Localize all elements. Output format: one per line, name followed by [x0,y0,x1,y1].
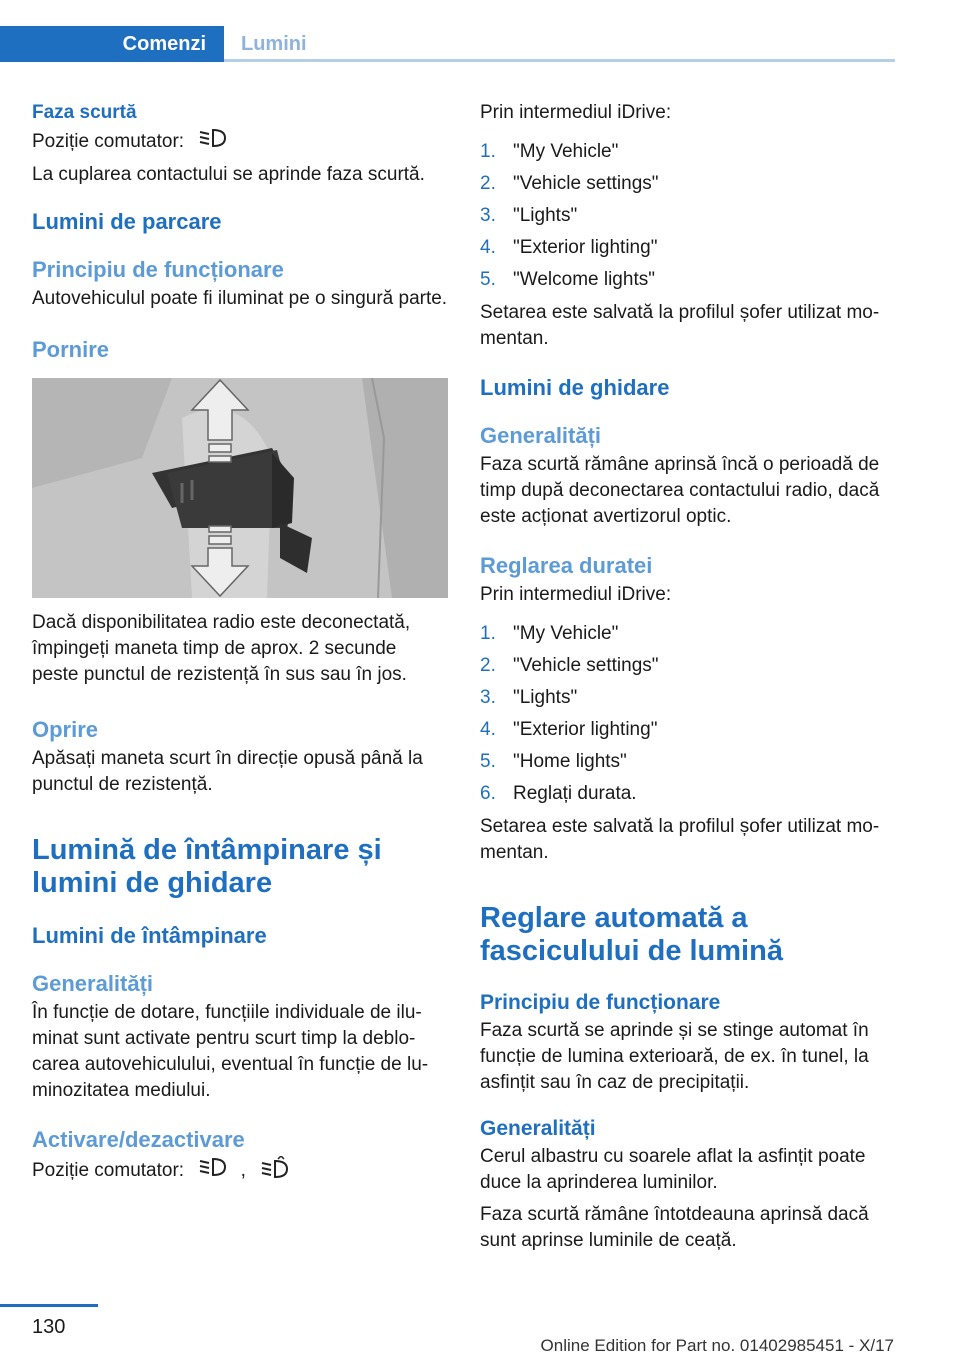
faza-switch-position: Poziție comutator: [32,128,448,156]
list-item: 4. "Exterior lighting" [480,237,658,258]
idrive-intro-1: Prin intermediul iDrive: [480,102,672,123]
right-column [480,100,896,1254]
list-item: 2. "Vehicle settings" [480,173,659,194]
pornire-heading: Pornire [32,337,110,362]
auto-headlight-icon [261,1156,289,1186]
edition-note: Online Edition for Part no. 01402985451 - X/17 [540,1336,894,1355]
principiu-text: Autovehiculul poate fi iluminat pe o singură parte. [32,288,448,309]
footer-accent-line [0,1304,98,1307]
low-beam-icon [199,1157,227,1185]
tab-lumini[interactable]: Lumini [241,32,307,55]
list-item: 4. "Exterior lighting" [480,719,658,740]
lumini-parcare-heading: Lumini de parcare [32,209,222,234]
list-item: 1. "My Vehicle" [480,141,619,162]
saved-note-1: Setarea este salvată la profilul șofer utilizat mo‐mentan. [480,302,880,349]
list-item: 5. "Home lights" [480,751,627,772]
principiu-text: Faza scurtă se aprinde și se stinge automat în funcție de lumina exterioară, de ex. în tunel, la asfințit sau în caz de precipitații. [480,1020,869,1093]
list-item: 5. "Welcome lights" [480,269,655,290]
activare-switch-position: Poziție comutator: , [32,1156,448,1186]
left-column [32,100,448,1186]
list-item: 6. Reglați durata. [480,783,637,804]
reglarea-duratei-heading: Reglarea duratei [480,553,653,578]
generalitati-text: În funcție de dotare, funcțiile individuale de ilu‐minat sunt activate pentru scurt timp la deblo‐carea autovehiculului, eventual în funcție de lu‐minozitatea mediului. [32,1002,429,1101]
list-item: 1. "My Vehicle" [480,623,619,644]
welcome-lights-steps [480,136,896,296]
list-item: 3. "Lights" [480,205,578,226]
faza-text: La cuplarea contactului se aprinde faza scurtă. [32,164,425,185]
reglare-automata-heading: Reglare automată a fasciculului de lumină [480,902,783,967]
activare-heading: Activare/dezactivare [32,1127,245,1152]
intampinare-ghidare-heading: Lumină de întâmpinare și lumini de ghidare [32,834,382,899]
saved-note-2: Setarea este salvată la profilul șofer utilizat mo‐mentan. [480,816,880,863]
idrive-intro-2: Prin intermediul iDrive: [480,584,672,605]
header-tabs [0,0,895,62]
home-lights-steps [480,618,896,810]
generalitati-text: Faza scurtă rămâne aprinsă încă o perioadă de timp după deconectarea contactului radio, dacă este acționat avertizorul optic. [480,454,880,527]
low-beam-icon [199,128,227,156]
generalitati-heading: Generalități [480,1117,596,1140]
generalitati-heading: Generalități [480,423,602,448]
oprire-heading: Oprire [32,717,99,742]
tab-divider [224,59,895,62]
lever-illustration [32,378,448,598]
pornire-text: Dacă disponibilitatea radio este deconectată, împingeți maneta timp de aprox. 2 secunde peste punctul de rezistență în sus sau în jos. [32,612,411,685]
generalitati-text-2: Faza scurtă rămâne întotdeauna aprinsă dacă sunt aprinse luminile de ceață. [480,1204,869,1251]
lumini-ghidare-heading: Lumini de ghidare [480,375,670,400]
generalitati-text-1: Cerul albastru cu soarele aflat la asfințit poate duce la aprinderea luminilor. [480,1146,866,1193]
generalitati-heading: Generalități [32,971,154,996]
oprire-text: Apăsați maneta scurt în direcție opusă până la punctul de rezistență. [32,748,423,795]
list-item: 2. "Vehicle settings" [480,655,659,676]
tab-comenzi[interactable]: Comenzi [0,26,224,62]
page-number: 130 [32,1316,66,1338]
principiu-heading: Principiu de funcționare [480,991,721,1014]
faza-scurta-heading: Faza scurtă [32,102,137,123]
lumini-intampinare-heading: Lumini de întâmpinare [32,923,267,948]
list-item: 3. "Lights" [480,687,578,708]
principiu-heading: Principiu de funcționare [32,257,284,282]
